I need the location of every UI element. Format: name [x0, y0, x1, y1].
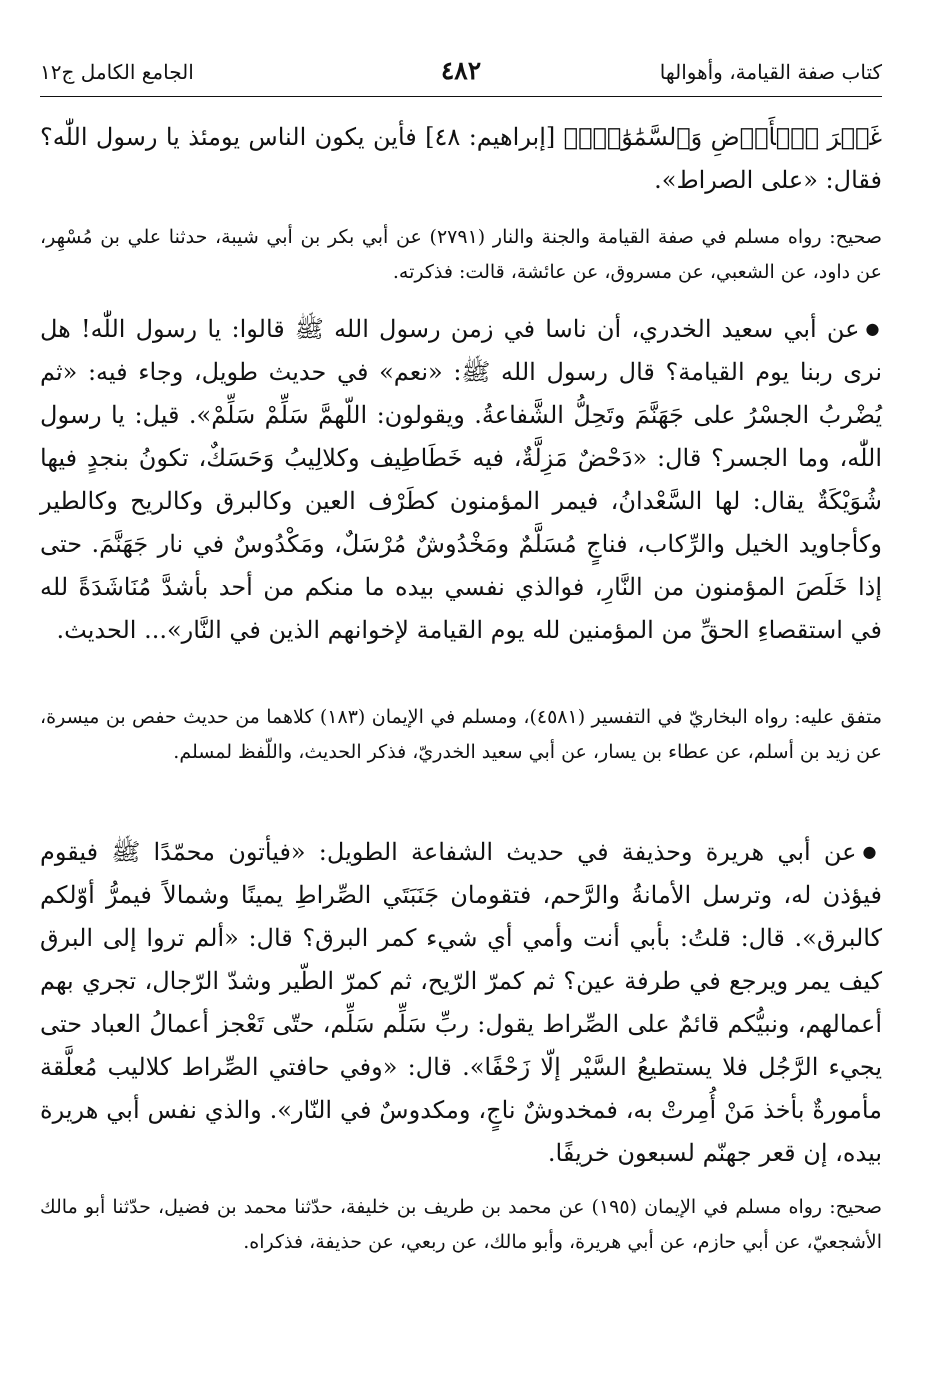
page-number: ٤٨٢	[440, 56, 482, 85]
takhrij-note-3	[40, 1190, 882, 1260]
bullet-icon: ●	[865, 319, 883, 338]
takhrij-note-2	[40, 700, 882, 770]
hadith-paragraph-1	[40, 116, 882, 202]
running-header	[40, 50, 882, 90]
header-divider	[40, 96, 882, 97]
takhrij-text-1: صحيح: رواه مسلم في صفة القيامة والجنة والنار (٢٧٩١) عن أبي بكر بن أبي شيبة، حدثنا علي بن مُسْهِر، عن داود، عن الشعبي، عن مسروق، عن عائشة، قالت: فذكرته.	[40, 226, 882, 283]
takhrij-note-1	[40, 220, 882, 290]
hadith-text-1: غَيۡرَ ٱلۡأَرۡضِ وَٱلسَّمَٰوَٰتُۖ﴾ [إبراهيم: ٤٨] فأين يكون الناس يومئذ يا رسول اللّٰه؟ فقال: «على الصراط».	[40, 123, 882, 194]
takhrij-text-2: متفق عليه: رواه البخاريّ في التفسير (٤٥٨١)، ومسلم في الإيمان (١٨٣) كلاهما من حديث حفص بن ميسرة، عن زيد بن أسلم، عن عطاء بن يسار، عن أبي سعيد الخدريّ، فذكر الحديث، واللّفظ لمسلم.	[40, 706, 883, 763]
bullet-icon: ●	[862, 842, 883, 861]
hadith-text-3: عن أبي هريرة وحذيفة في حديث الشفاعة الطويل: «فيأتون محمّدًا ﷺ فيقوم فيؤذن له، وترسل الأمانةُ والرَّحم، فتقومان جَنَبَتَي الصِّراطِ يمينًا وشمالاً فيمرُّ أوّلكم كالبرق». قال: قلتُ: بأبي أنت وأمي أي شيء كمر البرق؟ قال: «ألم تروا إلى البرق كيف يمر ويرجع في طرفة عين؟ ثم كمرّ الرّيح، ثم كمرّ الطّير وشدّ الرّجال، تجري بهم أعمالهم، ونبيُّكم قائمٌ على الصِّراط يقول: ربِّ سَلِّم سَلِّم، حتّى تَعْجز أعمالُ العباد حتى يجيء الرَّجُل فلا يستطيعُ السَّيْر إلّا زَحْفًا». قال: «وفي حافتي الصِّراط كلاليب مُعلَّقة مأمورةٌ بأخذ مَنْ أُمِرتْ به، فمخدوشٌ ناجٍ، ومكدوسٌ في النّار». والذي نفس أبي هريرة بيده، إن قعر جهنّم لسبعون خريفًا.	[40, 838, 883, 1167]
hadith-paragraph-2	[40, 307, 882, 652]
hadith-text-2: عن أبي سعيد الخدري، أن ناسا في زمن رسول الله ﷺ قالوا: يا رسول اللّٰه! هل نرى ربنا يوم القيامة؟ قال رسول الله ﷺ: «نعم» في حديث طويل، وجاء فيه: «ثم يُضْربُ الجسْرُ على جَهَنَّمَ وتَحِلُّ الشَّفاعةُ. ويقولون: اللّهمَّ سَلِّمْ سَلِّمْ». قيل: يا رسول اللّٰه، وما الجسر؟ قال: «دَحْضٌ مَزِلَّةٌ، فيه خَطَاطِيف وكلالِيبُ وَحَسَكٌ، تكونُ بنجدٍ فيها شُوَيْكَةٌ يقال: لها السَّعْدانُ، فيمر المؤمنون كطَرْف العين وكالبرق وكالريح وكالطير وكأجاويد الخيل والرِّكاب، فناجٍ مُسَلَّمٌ ومَخْدُوشٌ مُرْسَلٌ، ومَكْدُوسٌ في نار جَهَنَّمَ. حتى إذا خَلَصَ المؤمنون من النَّارِ، فوالذي نفسي بيده ما منكم من أحد بأشدَّ مُنَاشَدَةً لله في استقصاءِ الحقِّ من المؤمنين لله يوم القيامة لإخوانهم الذين في النَّار»... الحديث.	[40, 315, 882, 644]
hadith-paragraph-3	[40, 830, 882, 1175]
book-title: الجامع الكامل ج١٢	[40, 60, 194, 84]
takhrij-text-3: صحيح: رواه مسلم في الإيمان (١٩٥) عن محمد بن طريف بن خليفة، حدّثنا محمد بن فضيل، حدّثنا أبو مالك الأشجعيّ، عن أبي حازم، عن أبي هريرة، وأبو مالك، عن ربعي، عن حذيفة، فذكراه.	[40, 1196, 882, 1253]
chapter-title: كتاب صفة القيامة، وأهوالها	[659, 60, 882, 84]
